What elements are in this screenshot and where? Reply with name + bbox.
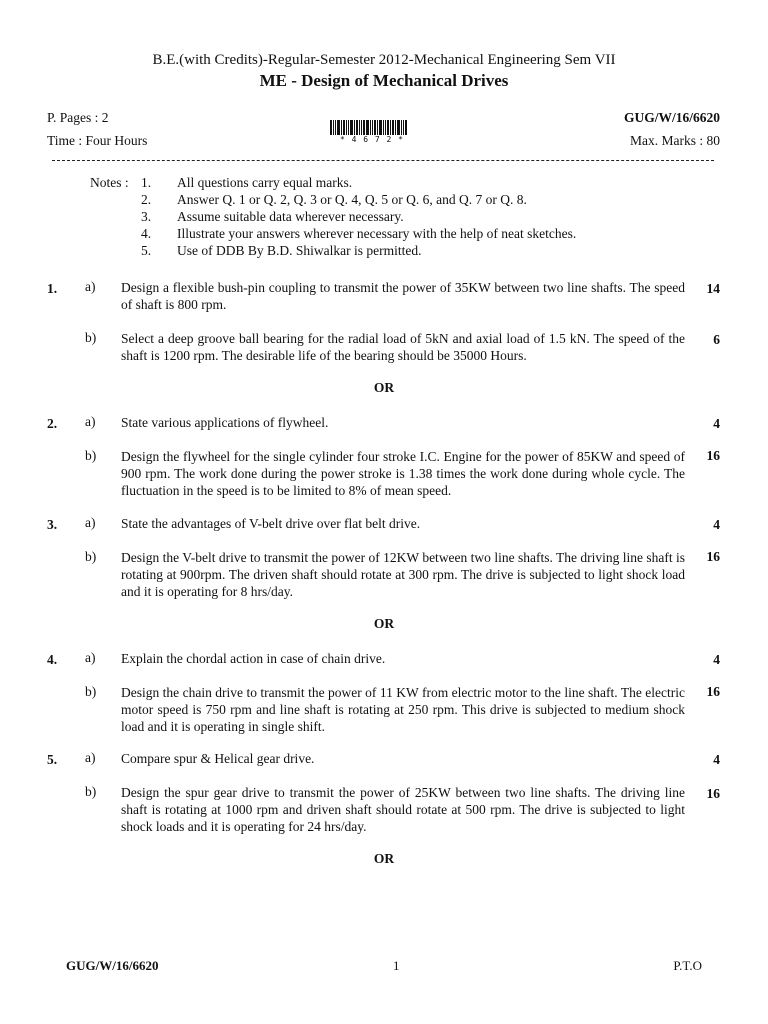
question-text: Explain the chordal action in case of chain drive. — [121, 651, 386, 666]
question-text: Design the spur gear drive to transmit the power of 25KW between two line shafts. The driving line shaft is rotating at 1000 rpm and driven shaft should rotate at 500 rpm. The drive is subjected to light shock loads and it is operating for 24 hrs/day. — [121, 785, 685, 834]
question-marks: 16 — [706, 684, 720, 699]
question-text: Compare spur & Helical gear drive. — [121, 751, 315, 766]
note-text: Use of DDB By B.D. Shiwalkar is permitted. — [177, 243, 422, 258]
please-turn-over: P.T.O — [673, 958, 702, 973]
question-text: Design the chain drive to transmit the power of 11 KW from electric motor to the line shaft. The electric motor speed is 750 rpm and line shaft is rotating at 250 rpm. This drive is subjected to medium shock load and it is operating in single shift. — [121, 685, 685, 734]
question-part-label: b) — [85, 549, 97, 564]
question-part-label: b) — [85, 784, 97, 799]
question-part-label: a) — [85, 515, 96, 530]
question-part-label: a) — [85, 279, 96, 294]
note-number: 3. — [141, 209, 152, 224]
question-part-label: b) — [85, 330, 97, 345]
question-marks: 4 — [713, 517, 720, 532]
note-text: Illustrate your answers wherever necessary with the help of neat sketches. — [177, 226, 577, 241]
question-part-label: a) — [85, 750, 96, 765]
question-number: 3. — [47, 517, 58, 532]
question-marks: 6 — [713, 332, 720, 347]
question-marks: 16 — [706, 786, 720, 801]
question-part-label: a) — [85, 414, 96, 429]
notes-label: Notes : — [90, 175, 129, 190]
page-count: P. Pages : 2 — [47, 110, 109, 125]
or-separator: OR — [373, 380, 395, 395]
question-number: 4. — [47, 652, 58, 667]
question-marks: 4 — [713, 416, 720, 431]
question-marks: 16 — [706, 448, 720, 463]
question-part-label: a) — [85, 650, 96, 665]
barcode-digits: * 4 6 7 2 * — [340, 135, 404, 144]
question-number: 2. — [47, 416, 58, 431]
footer-paper-code: GUG/W/16/6620 — [66, 958, 159, 973]
question-number: 1. — [47, 281, 58, 296]
note-number: 5. — [141, 243, 152, 258]
question-marks: 4 — [713, 652, 720, 667]
question-text: Select a deep groove ball bearing for the radial load of 5kN and axial load of 1.5 kN. The speed of the shaft is 1200 rpm. The desirable life of the bearing should be 35000 Hours. — [121, 331, 685, 363]
or-separator: OR — [373, 851, 395, 866]
exam-time: Time : Four Hours — [47, 133, 148, 148]
note-number: 1. — [141, 175, 152, 190]
note-number: 4. — [141, 226, 152, 241]
subject-title: ME - Design of Mechanical Drives — [259, 71, 509, 90]
question-text: Design the V-belt drive to transmit the power of 12KW between two line shafts. The driving line shaft is rotating at 900rpm. The driven shaft should rotate at 300 rpm. The drive is subjected to light shock load and it is operating for 8 hrs/day. — [121, 550, 685, 599]
header-divider — [52, 160, 714, 161]
question-text: State various applications of flywheel. — [121, 415, 329, 430]
max-marks: Max. Marks : 80 — [630, 133, 720, 148]
question-marks: 16 — [706, 549, 720, 564]
question-marks: 4 — [713, 752, 720, 767]
paper-code: GUG/W/16/6620 — [623, 110, 720, 125]
question-marks: 14 — [706, 281, 720, 296]
note-text: Answer Q. 1 or Q. 2, Q. 3 or Q. 4, Q. 5 or Q. 6, and Q. 7 or Q. 8. — [177, 192, 527, 207]
course-line: B.E.(with Credits)-Regular-Semester 2012-Mechanical Engineering Sem VII — [152, 52, 616, 68]
note-number: 2. — [141, 192, 152, 207]
page-number: 1 — [393, 958, 400, 973]
question-number: 5. — [47, 752, 58, 767]
question-text: Design a flexible bush-pin coupling to transmit the power of 35KW between two line shafts. The speed of shaft is 800 rpm. — [121, 280, 685, 312]
barcode-bars — [330, 120, 414, 135]
question-part-label: b) — [85, 684, 97, 699]
barcode — [330, 120, 414, 144]
note-text: Assume suitable data wherever necessary. — [177, 209, 404, 224]
or-separator: OR — [373, 616, 395, 631]
question-part-label: b) — [85, 448, 97, 463]
note-text: All questions carry equal marks. — [177, 175, 353, 190]
question-text: Design the flywheel for the single cylinder four stroke I.C. Engine for the power of 85KW and speed of 900 rpm. The work done during the power stroke is 1.38 times the work done during whole cycle. The fluctuation in the speed is to be limited to 8% of mean speed. — [121, 449, 685, 498]
question-text: State the advantages of V-belt drive over flat belt drive. — [121, 516, 421, 531]
